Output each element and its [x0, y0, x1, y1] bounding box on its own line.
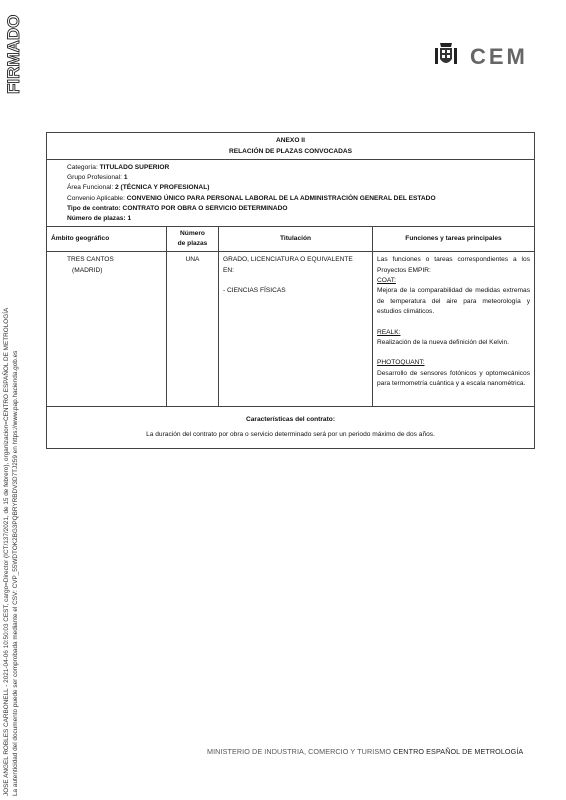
photoquant-text: Desarrollo de sensores fotónicos y optomecánicos para termometría cuántica y a escala nanométrica. [377, 369, 530, 388]
photoquant-label: PHOTOQUANT: [377, 359, 425, 367]
annex-subtitle: RELACIÓN DE PLAZAS CONVOCADAS [228, 148, 353, 155]
firmado-stamp [3, 10, 23, 96]
annex-table [46, 132, 535, 449]
position-info [47, 160, 535, 227]
realk-label: REALK: [377, 328, 401, 336]
firmado-text: FIRMADO [4, 14, 23, 94]
contract-characteristics [47, 407, 535, 449]
col-ambito: Ámbito geográfico [47, 227, 167, 252]
tipo-contrato-row: Tipo de contrato: CONTRATO POR OBRA O SERVICIO DETERMINADO [67, 204, 288, 212]
signature-line: JOSE ANGEL ROBLES CARBONELL - 2021-04-06 10:50:03 CEST, cargo=Director (ICT/137/2021, de 15 de febrero), organizacion=CENTRO ESPAÑOL DE METROLOGÍA [3, 307, 10, 796]
col-funciones: Funciones y tareas principales [373, 227, 535, 252]
cell-funciones [373, 252, 535, 407]
func-intro: Las funciones o tareas correspondientes a los Proyectos EMPIR: [377, 256, 530, 274]
signature-strip [3, 96, 23, 796]
col-numero: Número de plazas [167, 227, 219, 252]
firmado-stamp-graphic [3, 10, 23, 96]
coat-label: COAT: [377, 277, 396, 285]
grupo-row: Grupo Profesional: 1 [67, 174, 128, 182]
footer-ministry: MINISTERIO DE INDUSTRIA, COMERCIO Y TURISMO CENTRO ESPAÑOL DE METROLOGÍA [207, 747, 524, 756]
coat-text: Mejora de la comparabilidad de medidas extremas de temperatura del aire para meteorología y estudios climáticos. [377, 287, 530, 316]
categoria-row: Categoría: TITULADO SUPERIOR [67, 164, 170, 171]
characteristics-text: La duración del contrato por obra o servicio determinado será por un periodo máximo de dos años. [146, 431, 435, 439]
cell-ambito: TRES CANTOS (MADRID) [47, 252, 167, 407]
convenio-row: Convenio Aplicable: CONVENIO ÚNICO PARA PERSONAL LABORAL DE LA ADMINISTRACIÓN GENERAL DEL ESTADO [67, 194, 436, 202]
cell-titulacion: GRADO, LICENCIATURA O EQUIVALENTE EN: - CIENCIAS FÍSICAS [219, 252, 373, 407]
coat-of-arms-icon [433, 40, 459, 70]
annex-header [47, 133, 535, 160]
numero-plazas-row: Número de plazas: 1 [67, 215, 132, 223]
cell-numero: UNA [167, 252, 219, 407]
col-titulacion: Titulación [219, 227, 373, 252]
realk-text: Realización de la nueva definición del Kelvin. [377, 339, 509, 347]
area-row: Área Funcional: 2 (TÉCNICA Y PROFESIONAL) [67, 184, 210, 192]
verification-line: La autenticidad del documento puede ser comprobada mediante el CSV: CVP_55WDTOK2BG3PQBRYRBDV3D7TJ259 en https://www.pap.hacienda.gob.es [12, 350, 19, 796]
characteristics-title: Características del contrato: [245, 416, 336, 424]
footer-center: CENTRO ESPAÑOL DE METROLOGÍA [393, 747, 524, 756]
annex-title: ANEXO II [276, 137, 305, 144]
cem-logo: CEM [470, 44, 528, 69]
